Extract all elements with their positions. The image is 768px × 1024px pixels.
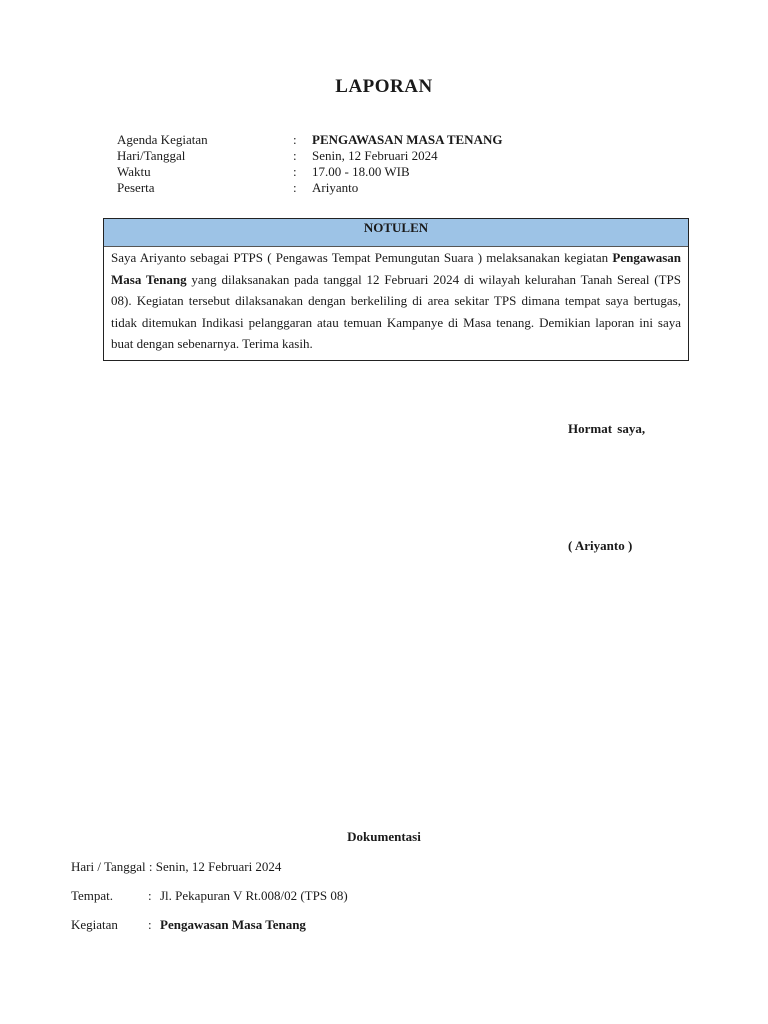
doc-activity-colon: : <box>148 917 152 932</box>
documentation-title: Dokumentasi <box>347 829 421 844</box>
info-value: Senin, 12 Februari 2024 <box>312 148 438 163</box>
notulen-header: NOTULEN <box>104 219 688 247</box>
info-label: Agenda Kegiatan <box>117 132 208 147</box>
info-row-participant <box>117 180 677 196</box>
info-row-time <box>117 164 677 180</box>
notulen-text-part2: yang dilaksanakan pada tanggal 12 Februari 2024 di wilayah kelurahan Tanah Sereal (TPS 08). Kegiatan tersebut dilaksanakan dengan berkeliling di area sekitar TPS dimana tempat saya bertugas, tidak ditemukan Indikasi pelanggaran atau temuan Kampanye di Masa tenang. Demikian laporan ini saya buat dengan sebenarnya. Terima kasih. <box>111 271 681 351</box>
info-colon: : <box>293 132 297 147</box>
info-row-date <box>117 148 677 164</box>
notulen-body <box>104 247 688 355</box>
info-colon: : <box>293 164 297 179</box>
info-value: PENGAWASAN MASA TENANG <box>312 132 503 147</box>
doc-row-date <box>71 859 281 875</box>
doc-row-activity <box>71 917 306 933</box>
info-label: Waktu <box>117 164 151 179</box>
info-value: Ariyanto <box>312 180 359 195</box>
info-label: Hari/Tanggal <box>117 148 186 163</box>
info-colon: : <box>293 180 297 195</box>
signature-greeting: Hormat saya, <box>568 421 646 436</box>
info-row-agenda <box>117 132 677 148</box>
signature-name: ( Ariyanto ) <box>568 538 633 553</box>
doc-place-label: Tempat. <box>71 888 114 903</box>
info-table <box>117 132 677 196</box>
notulen-box <box>103 218 689 361</box>
doc-row-place <box>71 888 348 904</box>
notulen-text-bold: Pengawasan Masa Tenang <box>111 250 682 287</box>
doc-activity-value: Pengawasan Masa Tenang <box>160 917 306 932</box>
report-title: LAPORAN <box>335 76 433 97</box>
doc-date-text: Hari / Tanggal : Senin, 12 Februari 2024 <box>71 859 282 874</box>
info-label: Peserta <box>117 180 155 195</box>
doc-activity-label: Kegiatan <box>71 917 118 932</box>
doc-place-value: Jl. Pekapuran V Rt.008/02 (TPS 08) <box>160 888 348 903</box>
info-colon: : <box>293 148 297 163</box>
doc-place-colon: : <box>148 888 152 903</box>
notulen-text-part1: Saya Ariyanto sebagai PTPS ( Pengawas Tempat Pemungutan Suara ) melaksanakan kegiatan <box>111 250 609 265</box>
info-value: 17.00 - 18.00 WIB <box>312 164 410 179</box>
